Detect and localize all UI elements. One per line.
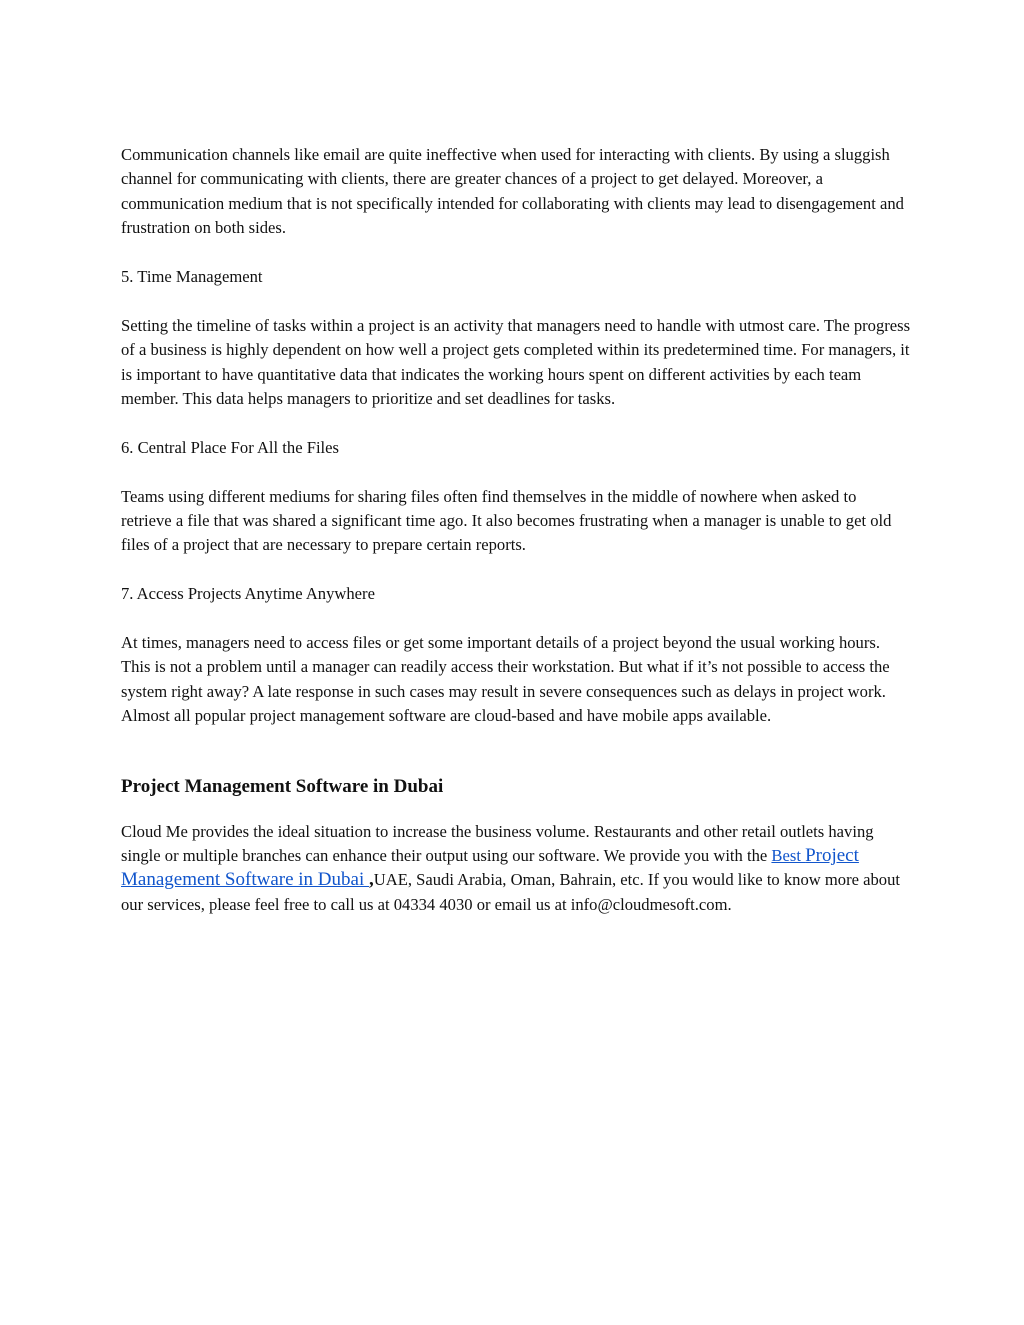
closing-text-before-link: Cloud Me provides the ideal situation to increase the business volume. Restaurants and other retail outlets having single or multiple branches can enhance their output using our software. We provide you with the [121, 821, 874, 866]
paragraph-communication: Communication channels like email are quite ineffective when used for interacting with clients. By using a sluggish channel for communicating with clients, there are greater chances of a project to get delayed. Moreover, a communication medium that is not specifically intended for collaborating with clients may lead to disengagement and frustration on both sides. [121, 145, 904, 238]
section-heading: Project Management Software in Dubai [121, 775, 444, 797]
item-7-title: 7. Access Projects Anytime Anywhere [121, 584, 375, 604]
link-text-part-1: Best [771, 846, 806, 866]
document-body [121, 143, 911, 917]
link-comma: , [368, 869, 374, 891]
closing-text-after-link: UAE, Saudi Arabia, Oman, Bahrain, etc. If you would like to know more about our services, please feel free to call us at 04334 4030 or email us at info@cloudmesoft.com. [121, 870, 901, 914]
item-7-body: At times, managers need to access files or get some important details of a project beyond the usual working hours. This is not a problem until a manager can readily access their workstation. But what if it’s not possible to access the system right away? A late response in such cases may result in severe consequences such as delays in project work. Almost all popular project management software are cloud-based and have mobile apps available. [121, 633, 890, 726]
item-6-title: 6. Central Place For All the Files [121, 437, 339, 457]
link-text-part-2: Project Management Software in Dubai [121, 845, 859, 891]
closing-paragraph [121, 820, 911, 918]
item-6-body: Teams using different mediums for sharing files often find themselves in the middle of nowhere when asked to retrieve a file that was shared a significant time ago. It also becomes frustrating when a manager is unable to get old files of a project that are necessary to prepare certain reports. [121, 486, 892, 555]
item-5-body: Setting the timeline of tasks within a project is an activity that managers need to handle with utmost care. The progress of a business is highly dependent on how well a project gets completed within its predetermined time. For managers, it is important to have quantitative data that indicates the working hours spent on different activities by each team member. This data helps managers to prioritize and set deadlines for tasks. [121, 315, 911, 409]
item-5-title: 5. Time Management [121, 267, 263, 287]
